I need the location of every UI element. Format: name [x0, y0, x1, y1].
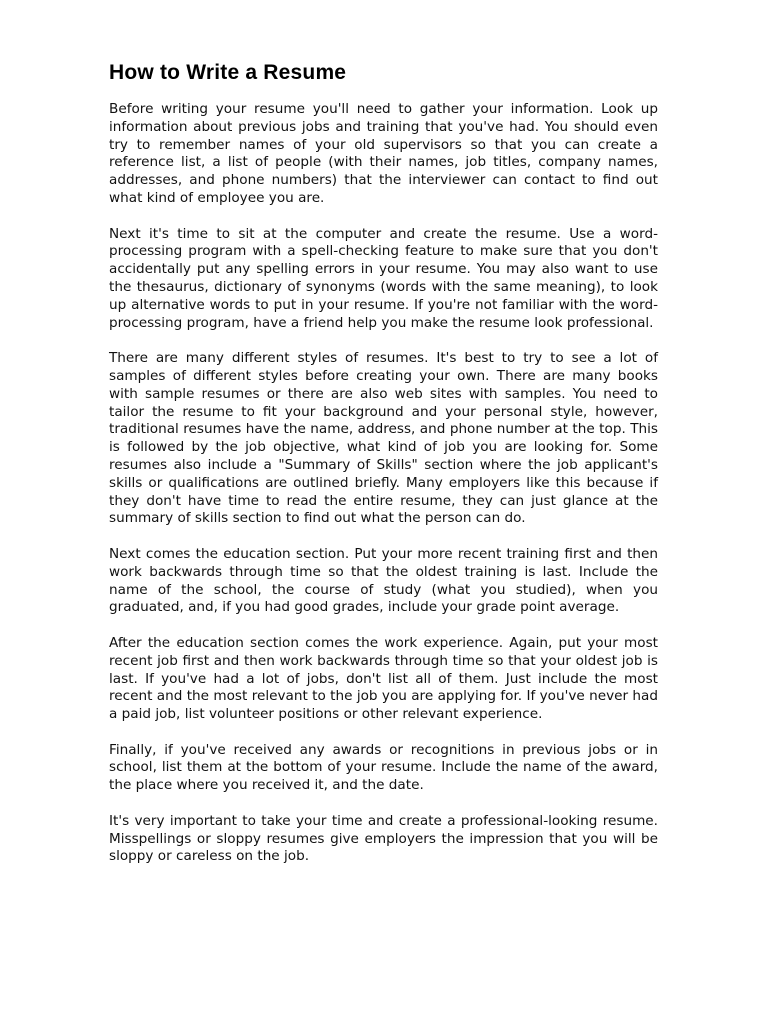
paragraph-work-experience: After the education section comes the work experience. Again, put your most recent job first and then work backwards through time so that your oldest job is last. If you've had a lot of jobs, don't list all of them. Just include the most recent and the most relevant to the job you are applying for. If you've never had a paid job, list volunteer positions or other relevant experience. [109, 634, 658, 723]
paragraph-gather-information: Before writing your resume you'll need to gather your information. Look up information about previous jobs and training that you've had. You should even try to remember names of your old supervisors so that you can create a reference list, a list of people (with their names, job titles, company names, addresses, and phone numbers) that the interviewer can contact to find out what kind of employee you are. [109, 101, 658, 206]
paragraph-awards: Finally, if you've received any awards or recognitions in previous jobs or in school, list them at the bottom of your resume. Include the name of the award, the place where you received it, and the date. [109, 741, 658, 794]
paragraph-education-section: Next comes the education section. Put your more recent training first and then work backwards through time so that the oldest training is last. Include the name of the school, the course of study (what you studied), when you graduated, and, if you had good grades, include your grade point average. [109, 545, 658, 616]
paragraph-professional-look: It's very important to take your time and create a professional-looking resume. Misspellings or sloppy resumes give employers the impression that you will be sloppy or careless on the job. [109, 812, 658, 865]
document-title: How to Write a Resume [109, 61, 347, 84]
paragraph-create-resume: Next it's time to sit at the computer and create the resume. Use a word-processing program with a spell-checking feature to make sure that you don't accidentally put any spelling errors in your resume. You may also want to use the thesaurus, dictionary of synonyms (words with the same meaning), to look up alternative words to put in your resume. If you're not familiar with the word-processing program, have a friend help you make the resume look professional. [109, 225, 658, 331]
paragraph-resume-styles: There are many different styles of resumes. It's best to try to see a lot of samples of different styles before creating your own. There are many books with sample resumes or there are also web sites with samples. You need to tailor the resume to fit your background and your personal style, however, traditional resumes have the name, address, and phone number at the top. This is followed by the job objective, what kind of job you are looking for. Some resumes also include a "Summary of Skills" section where the job applicant's skills or qualifications are outlined briefly. Many employers like this because if they don't have time to read the entire resume, they can just glance at the summary of skills section to find out what the person can do. [109, 350, 658, 527]
document-page [109, 58, 658, 884]
